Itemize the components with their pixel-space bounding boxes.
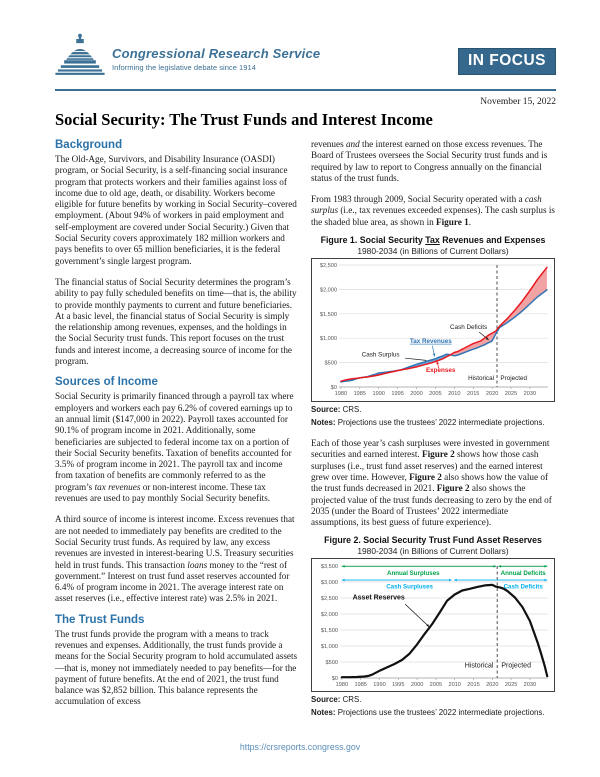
paragraph: revenues and the interest earned on those excess revenues. The Board of Trustees oversees the Social Security trust funds and is required by law to report to Congress annually on the financial status of the trust funds. [311, 139, 548, 183]
svg-text:Projected: Projected [501, 662, 531, 670]
header [55, 0, 556, 86]
figure-1-notes: Notes: Projections use the trustees’ 2022 intermediate projections. [311, 417, 545, 427]
svg-text:$1,500: $1,500 [320, 628, 338, 635]
paragraph: The financial status of Social Security determines the program’s ability to pay fully scheduled benefits on time—that is, the ability to provide monthly payments to current and future beneficiaries. At a basic level, the financial status of Social Security is simply the relationship among revenues, expenses, and the holdings in the Social Security trust funds. This report focuses on the trust funds and interest income, a decreasing source of income for the program. [55, 276, 297, 367]
figure-2-source: Source: CRS. [311, 695, 362, 705]
document-title: Social Security: The Trust Funds and Interest Income [55, 110, 433, 129]
figure-2-chart [312, 559, 555, 691]
left-column [55, 139, 298, 718]
svg-text:1990: 1990 [372, 391, 385, 398]
brand-tagline: Informing the legislative debate since 1914 [112, 63, 256, 72]
svg-text:2000: 2000 [410, 391, 423, 398]
svg-text:$1,000: $1,000 [320, 644, 338, 651]
svg-text:1990: 1990 [373, 682, 386, 689]
figure-1-title: Figure 1. Social Security Tax Revenues and Expenses [320, 235, 546, 246]
svg-text:Cash Deficits: Cash Deficits [503, 584, 543, 592]
svg-text:$500: $500 [325, 660, 338, 667]
svg-text:Annual Surpluses: Annual Surpluses [386, 570, 440, 578]
svg-text:$2,500: $2,500 [319, 263, 337, 270]
svg-text:Asset Reserves: Asset Reserves [352, 595, 405, 603]
right-column [311, 139, 555, 718]
svg-text:Expenses: Expenses [425, 367, 456, 375]
svg-text:$1,500: $1,500 [319, 311, 337, 318]
svg-text:$2,500: $2,500 [320, 596, 338, 603]
svg-text:1995: 1995 [391, 391, 404, 398]
paragraph: From 1983 through 2009, Social Security operated with a cash surplus (i.e., tax revenues exceeded expenses). The cash surplus is the shaded blue area, as shown in Figure 1. [311, 194, 555, 227]
figure-2-notes: Notes: Projections use the trustees’ 2022 intermediate projections. [311, 707, 545, 717]
svg-text:2010: 2010 [448, 682, 461, 689]
paragraph: Each of those year’s cash surpluses were invested in government securities and earned interest. Figure 2 shows how those cash surpluses (i.e., trust fund asset reserves) and the earned interest grew over time. However, Figure 2 also shows how the value of the trust funds decreased in 2021. Figure 2 also shows the projected value of the trust funds decreasing to zero by the end of 2035 (under the Board of Trustees’ 2022 intermediate assumptions, its best guess of future experience). [311, 438, 552, 528]
svg-text:Annual Deficits: Annual Deficits [500, 570, 546, 578]
svg-text:2025: 2025 [504, 391, 518, 398]
figure-2 [311, 535, 555, 718]
svg-text:1980: 1980 [335, 682, 349, 689]
paragraph: The trust funds provide the program with a means to track revenues and expenses. Additionally, the trust funds provide a means for the Social Security program to hold accumulated assets—that is, money not immediately needed to pay benefits—for the payment of future benefits. At the end of 2021, the trust fund balance was $2,852 billion. This balance represents the accumulation of excess [55, 628, 298, 707]
brand-name: Congressional Research Service [112, 46, 321, 61]
svg-text:Cash Surplus: Cash Surplus [361, 351, 400, 359]
svg-text:$500: $500 [324, 360, 337, 367]
svg-text:2020: 2020 [486, 682, 499, 689]
svg-text:1985: 1985 [353, 391, 367, 398]
footer-link[interactable]: https://crsreports.congress.gov [239, 742, 361, 752]
svg-text:2015: 2015 [467, 682, 480, 689]
svg-text:$2,000: $2,000 [319, 287, 337, 294]
svg-text:Cash Surpluses: Cash Surpluses [386, 584, 433, 592]
svg-text:$0: $0 [330, 385, 337, 392]
svg-text:Tax Revenues: Tax Revenues [409, 337, 452, 345]
svg-text:2005: 2005 [429, 682, 443, 689]
figure-2-subtitle: 1980-2034 (in Billions of Current Dollars) [357, 546, 509, 557]
svg-text:2015: 2015 [466, 391, 480, 398]
svg-text:2020: 2020 [485, 391, 499, 398]
svg-text:2025: 2025 [504, 682, 518, 689]
svg-text:1995: 1995 [392, 682, 405, 689]
figure-1-source: Source: CRS. [311, 405, 362, 415]
svg-text:2010: 2010 [448, 391, 461, 398]
svg-text:$2,000: $2,000 [320, 612, 338, 619]
svg-text:Cash Deficits: Cash Deficits [450, 324, 488, 332]
paragraph: Social Security is primarily financed through a payroll tax where employers and workers each pay 6.2% of covered earnings up to an annual limit ($147,000 in 2022). Payroll taxes accounted for 90.1% of program income in 2021. Additionally, some beneficiaries are subjected to federal income tax on a portion of their Social Security benefits. Taxation of benefits accounted for 3.5% of program income in 2021. The payroll tax and income from taxation of benefits are commonly referred to as the program’s tax revenues or non-interest income. These tax revenues are used to pay monthly Social Security benefits. [55, 391, 294, 504]
capitol-dome-icon [55, 32, 105, 86]
svg-text:$3,000: $3,000 [320, 580, 338, 587]
svg-text:$1,000: $1,000 [319, 336, 337, 343]
svg-text:1980: 1980 [334, 391, 348, 398]
svg-text:2005: 2005 [429, 391, 442, 398]
svg-text:$0: $0 [331, 676, 338, 683]
paragraph: A third source of income is interest income. Excess revenues that are not needed to immediately pay benefits are credited to the Social Security trust funds. As required by law, any excess revenues are invested in interest-bearing U.S. Treasury securities held in trust funds. This transaction loans money to the “rest of government.” Interest on trust fund asset reserves accounted for 6.4% of program income in 2021. The average interest rate on asset reserves (i.e., effective interest rate) was 2.5% in 2021. [55, 514, 295, 604]
svg-text:Projected: Projected [500, 374, 528, 382]
figure-1 [311, 235, 555, 428]
series-expenses [341, 267, 547, 381]
figure-1-subtitle: 1980-2034 (in Billions of Current Dollars) [357, 246, 509, 257]
svg-text:1985: 1985 [354, 682, 367, 689]
in-focus-badge: IN FOCUS [458, 48, 556, 75]
svg-text:2030: 2030 [523, 682, 537, 689]
figure-1-chart [320, 263, 548, 397]
section-heading-the-trust-funds: The Trust Funds [55, 613, 145, 626]
figure-2-title: Figure 2. Social Security Trust Fund Asset Reserves [324, 535, 542, 546]
svg-text:2000: 2000 [410, 682, 424, 689]
figure-1-chart [312, 259, 555, 401]
footer [0, 737, 600, 755]
section-heading-sources-of-income: Sources of Income [55, 376, 158, 389]
svg-text:Historical: Historical [468, 374, 494, 382]
svg-text:2030: 2030 [523, 391, 537, 398]
section-heading-background: Background [55, 139, 123, 151]
figure-2-chart [321, 564, 548, 688]
document-date: November 15, 2022 [480, 97, 556, 107]
svg-text:Historical: Historical [464, 662, 494, 670]
svg-text:$3,500: $3,500 [320, 564, 338, 571]
paragraph: The Old-Age, Survivors, and Disability Insurance (OASDI) program, or Social Security, is a self-financing social insurance program that protects workers and their families against loss of income due to old age, death, or disability. Workers become eligible for future benefits by working in Social Security–covered employment. (About 94% of workers in paid employment and self-employment are covered under Social Security.) Given that Social Security covers approximately 182 million workers and pays benefits to over 65 million beneficiaries, it is the federal government’s single largest program. [55, 154, 297, 266]
header-rule [55, 89, 556, 91]
